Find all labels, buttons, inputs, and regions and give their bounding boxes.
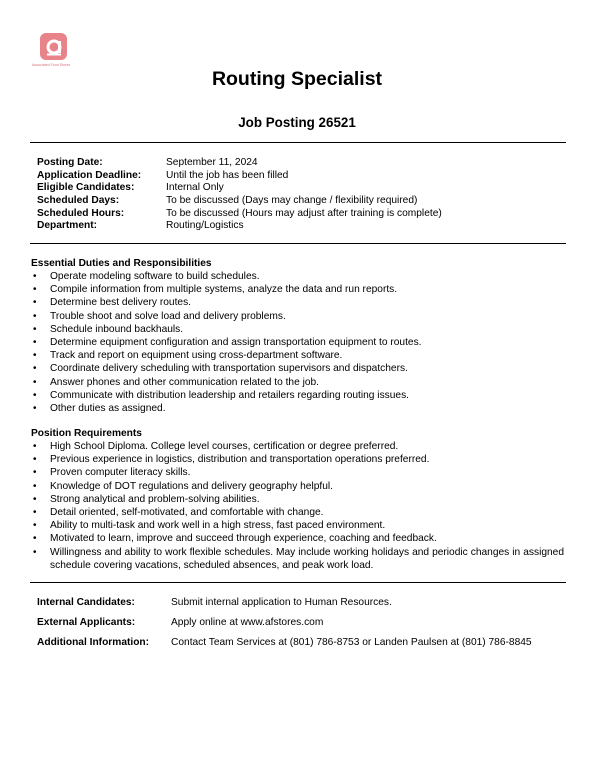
- info-label: Posting Date:: [37, 157, 103, 168]
- duties-list: [31, 270, 564, 415]
- divider: [30, 243, 566, 244]
- list-item: [31, 336, 564, 349]
- bullet-icon: •: [33, 310, 37, 322]
- contact-value: Submit internal application to Human Resources.: [171, 597, 392, 608]
- contact-value: Apply online at www.afstores.com: [171, 617, 324, 628]
- list-item-text: Motivated to learn, improve and succeed through experience, coaching and feedback.: [50, 533, 437, 545]
- info-label: Application Deadline:: [37, 169, 142, 181]
- list-item-text: Communicate with distribution leadership and retailers regarding routing issues.: [50, 389, 410, 401]
- job-posting-number: Job Posting 26521: [238, 115, 356, 130]
- list-item: [31, 376, 564, 389]
- list-item-text: Determine best delivery routes.: [50, 297, 191, 309]
- contact-row: [37, 636, 532, 656]
- info-row: [37, 182, 442, 195]
- contact-row: [37, 616, 532, 636]
- list-item: [31, 310, 564, 323]
- bullet-icon: •: [33, 480, 37, 492]
- list-item-text: Schedule inbound backhauls.: [50, 323, 184, 335]
- info-value: Until the job has been filled: [166, 169, 289, 181]
- bullet-icon: •: [33, 403, 37, 415]
- list-item-text: Proven computer literacy skills.: [50, 467, 191, 479]
- list-item: [31, 270, 564, 283]
- list-item: [31, 506, 564, 519]
- bullet-icon: •: [33, 271, 37, 282]
- list-item-text: Willingness and ability to work flexible schedules. May include working holidays and periodic changes in assigned schedule covering vacations, scheduled absences, and peak work load.: [50, 546, 564, 571]
- bullet-icon: •: [33, 493, 37, 505]
- list-item: [31, 323, 564, 336]
- info-label: Department:: [37, 220, 98, 232]
- info-value: September 11, 2024: [166, 157, 258, 168]
- list-item-text: Coordinate delivery scheduling with transportation supervisors and dispatchers.: [50, 363, 408, 375]
- info-label: Eligible Candidates:: [37, 182, 135, 194]
- divider: [30, 582, 566, 583]
- contact-label: Internal Candidates:: [37, 597, 135, 608]
- contact-row: [37, 596, 532, 616]
- contact-info: [37, 596, 532, 656]
- list-item-text: Track and report on equipment using cross-department software.: [50, 350, 343, 362]
- contact-value: Contact Team Services at (801) 786-8753 or Landen Paulsen at (801) 786-8845: [171, 637, 532, 648]
- bullet-icon: •: [33, 376, 37, 388]
- bullet-icon: •: [33, 441, 37, 452]
- duties-heading: Essential Duties and Responsibilities: [31, 258, 212, 269]
- bullet-icon: •: [33, 467, 37, 479]
- logo-text: Associated Food Stores: [32, 63, 71, 67]
- divider: [30, 142, 566, 143]
- info-value: Internal Only: [166, 182, 224, 194]
- list-item-text: Determine equipment configuration and assign transportation equipment to routes.: [50, 337, 422, 349]
- info-row: [37, 195, 442, 208]
- list-item: [31, 466, 564, 479]
- bullet-icon: •: [33, 507, 37, 519]
- bullet-icon: •: [33, 533, 37, 545]
- list-item-text: Previous experience in logistics, distribution and transportation operations preferred.: [50, 454, 430, 466]
- info-value: To be discussed (Hours may adjust after training is complete): [166, 207, 442, 219]
- company-logo: [32, 33, 80, 67]
- list-item: [31, 283, 564, 296]
- page-title: Routing Specialist: [211, 68, 383, 90]
- bullet-icon: •: [33, 323, 37, 335]
- list-item: [31, 349, 564, 362]
- logo-icon: [44, 37, 64, 57]
- list-item: [31, 546, 564, 572]
- contact-label: Additional Information:: [37, 637, 150, 648]
- info-row: [37, 220, 442, 233]
- info-value: To be discussed (Days may change / flexibility required): [166, 195, 418, 207]
- list-item: [31, 296, 564, 309]
- list-item: [31, 402, 564, 415]
- bullet-icon: •: [33, 337, 37, 349]
- list-item-text: Other duties as assigned.: [50, 403, 166, 415]
- info-value: Routing/Logistics: [166, 220, 244, 232]
- bullet-icon: •: [33, 297, 37, 309]
- list-item: [31, 493, 564, 506]
- bullet-icon: •: [33, 520, 37, 532]
- bullet-icon: •: [33, 284, 37, 296]
- list-item-text: Operate modeling software to build schedules.: [50, 271, 260, 282]
- bullet-icon: •: [33, 546, 37, 558]
- list-item-text: Ability to multi-task and work well in a high stress, fast paced environment.: [50, 520, 386, 532]
- bullet-icon: •: [33, 363, 37, 375]
- logo-badge: [40, 33, 67, 60]
- info-label: Scheduled Hours:: [37, 207, 125, 219]
- info-row: [37, 208, 442, 221]
- list-item-text: High School Diploma. College level courses, certification or degree preferred.: [50, 441, 399, 452]
- list-item: [31, 440, 564, 453]
- bullet-icon: •: [33, 350, 37, 362]
- list-item-text: Compile information from multiple systems, analyze the data and run reports.: [50, 284, 398, 296]
- bullet-icon: •: [33, 454, 37, 466]
- list-item: [31, 480, 564, 493]
- info-row: [37, 157, 442, 170]
- list-item-text: Detail oriented, self-motivated, and comfortable with change.: [50, 507, 324, 519]
- posting-info: [37, 157, 442, 233]
- info-label: Scheduled Days:: [37, 195, 120, 207]
- list-item: [31, 362, 564, 375]
- list-item-text: Trouble shoot and solve load and delivery problems.: [50, 310, 286, 322]
- list-item: [31, 453, 564, 466]
- list-item-text: Answer phones and other communication related to the job.: [50, 376, 319, 388]
- bullet-icon: •: [33, 389, 37, 401]
- info-row: [37, 170, 442, 183]
- list-item: [31, 532, 564, 545]
- contact-label: External Applicants:: [37, 617, 136, 628]
- requirements-heading: Position Requirements: [31, 428, 142, 439]
- requirements-list: [31, 440, 564, 572]
- list-item-text: Knowledge of DOT regulations and delivery geography helpful.: [50, 480, 333, 492]
- list-item: [31, 519, 564, 532]
- list-item-text: Strong analytical and problem-solving abilities.: [50, 493, 260, 505]
- list-item: [31, 389, 564, 402]
